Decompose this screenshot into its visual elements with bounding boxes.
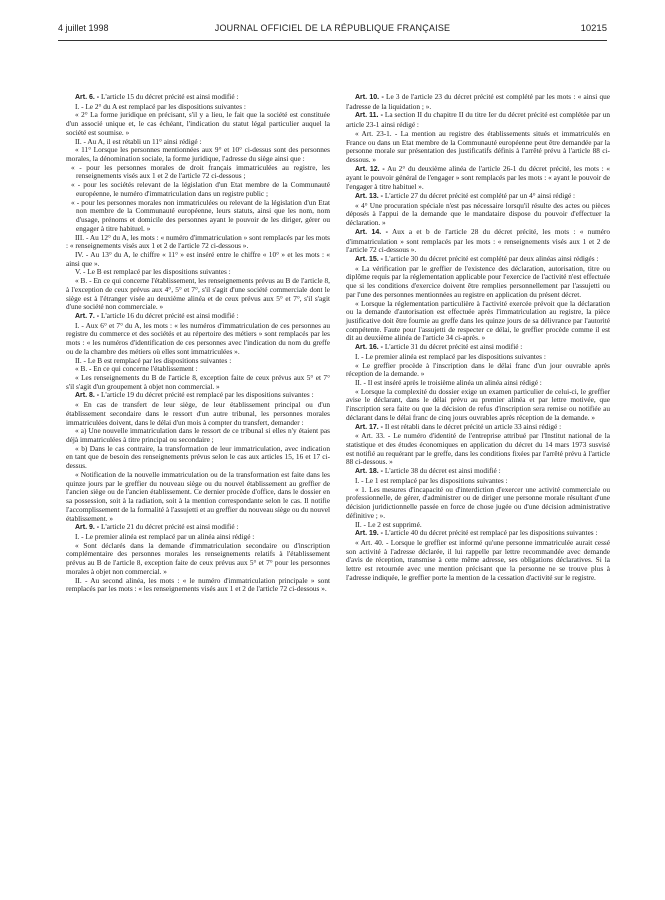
header-rule [58,40,607,41]
paragraph [346,111,610,129]
right-column [346,93,610,583]
paragraph-text: L'article 40 du décret précité est remplacé par les dispositions suivantes : [384,528,598,538]
paragraph-text: V. - Le B est remplacé par les dispositions suivantes : [75,267,231,277]
paragraph [346,362,610,379]
paragraph [66,277,330,312]
paragraph-text: « Les renseignements du B de l'article 8, exception faite de ceux prévus aux 5° et 7° s'il s'agit d'un groupement à objet non commercial. » [66,373,330,391]
paragraph [66,251,330,268]
paragraph [346,300,610,344]
paragraph [66,445,330,471]
paragraph [66,164,330,181]
paragraph [346,93,610,111]
paragraph-text: « Art. 23-1. - La mention au registre des établissements situés et immatriculés en France ou dans un Etat membre de la Communauté européenne peut être demandée par la personne morale sur présentation des justificatifs définis à l'arrêté prévu à l'article 88 ci-dessous. » [346,128,610,165]
issue-date: 4 juillet 1998 [58,23,109,33]
paragraph [346,265,610,300]
paragraph-text: « Le greffier procède à l'inscription dans le délai franc d'un jour ouvrable après réception de la demande. » [346,360,610,379]
paragraph [346,228,610,255]
article-label: Art. 15. - [355,255,384,263]
paragraph-text: « Notification de la nouvelle immatriculation ou de la transformation est faite dans les quinze jours par le greffier du nouveau siège ou du nouvel établissement au greffier de l'ancien siège ou de l'ancien établissement. Ce dernier procède d'office, dans le dossier en sa possession, soit à la radiation, soit à la mention correspondante selon le cas. Il notifie l'accomplissement de la formalité à l'assujetti et au greffier du nouveau siège ou du nouvel établissement. » [66,469,330,523]
paragraph [66,181,330,198]
paragraph-text: II. - Le B est remplacé par les dispositions suivantes : [75,355,232,365]
paragraph-text: L'article 31 du décret précité est ainsi modifié : [384,342,523,352]
paragraph-text: « En cas de transfert de leur siège, de leur établissement principal ou d'un établissement secondaire dans le ressort d'un autre tribunal, les personnes morales immatriculées doivent, dans le délai d'un mois à compter du transfert, demander : [66,400,330,427]
paragraph-text: III. - Au 12° du A, les mots : « numéro d'immatriculation » sont remplacés par les mots : « renseignements visés aux 1 et 2 de l'article 72 ci-dessous ». [66,232,330,251]
paragraph-text: « B. - En ce qui concerne l'établissement, les renseignements prévus au B de l'article 8, à l'exception de ceux prévus aux 4°, 5° et 7°, s'il s'agit d'une société commerciale dont le siège est à l'étranger visée au deuxième alinéa et de ceux prévus aux 5° et 7°, s'il s'agit d'une société non commerciale. » [66,276,330,312]
paragraph-text: « B. - En ce qui concerne l'établissement : [75,364,198,374]
paragraph [346,432,610,467]
article-label: Art. 17. - [355,423,384,431]
paragraph-text: Il est rétabli dans le décret précité un article 33 ainsi rédigé : [384,421,562,431]
paragraph-text: « 2° La forme juridique en précisant, s'il y a lieu, le fait que la société est constituée d'un associé unique et, le cas échéant, l'indication du statut légal particulier auquel la société est soumise. » [66,110,330,137]
paragraph-text: « b) Dans le cas contraire, la transformation de leur immatriculation, avec indication en tant que de besoin des renseignements prévus selon le cas aux articles 15, 16 et 17 ci-dessus. [66,443,330,471]
paragraph-text: Aux a et b de l'article 28 du décret précité, les mots : « numéro d'immatriculation » sont remplacés par les mots : « renseignements visés aux 1 et 2 de l'article 72 ci-dessous ». [346,226,610,255]
paragraph-text: Le 3 de l'article 23 du décret précité est complété par les mots : « ainsi que l'adresse de la liquidation ; ». [346,92,610,111]
paragraph-text: L'article 21 du décret précité est ainsi modifié : [100,522,239,532]
paragraph-text: « Art. 40. - Lorsque le greffier est informé qu'une personne immatriculée aurait cessé son activité à l'adresse déclarée, il lui rappelle par lettre recommandée avec demande d'avis de réception, transmise à cette même adresse, ses obligations déclaratives. Si la lettre est retournée avec une mention précisant que la personne ne se trouve plus à l'adresse indiquée, le greffier porte la mention de la cessation d'activité sur le registre. [346,537,610,582]
left-column [66,93,330,594]
paragraph [346,388,610,423]
paragraph-text: « a) Une nouvelle immatriculation dans le ressort de ce tribunal si elles n'y étaient pas déjà immatriculées à titre principal ou secondaire ; [66,426,330,445]
article-label: Art. 6. - [75,94,100,101]
paragraph-text: L'article 16 du décret précité est ainsi modifié : [100,310,239,320]
paragraph [66,577,330,594]
paragraph-text: L'article 19 du décret précité est remplacé par les dispositions suivantes : [100,390,314,400]
paragraph-text: La section II du chapitre II du titre Ier du décret précité est complétée par un article 23-1 ainsi rédigé : [346,110,611,130]
paragraph [66,471,330,523]
page-header [58,19,607,39]
article-label: Art. 14. - [355,228,389,236]
paragraph-text: II. - Au A, il est rétabli un 11° ainsi rédigé : [75,136,202,146]
paragraph-text: « 1. Les mesures d'incapacité ou d'interdiction d'exercer une activité commerciale ou professionnelle, de gérer, d'administrer ou de diriger une personne morale résultant d'une décision juridictionnelle passée en force de chose jugée ou d'une décision administrative définitive ; ». [346,484,610,520]
paragraph [66,542,330,577]
article-label: Art. 19. - [355,530,384,538]
paragraph [66,401,330,427]
page-number: 10215 [580,23,607,34]
paragraph [66,322,330,357]
paragraph-text: I. - Le 2° du A est remplacé par les dispositions suivantes : [75,101,246,111]
paragraph [346,486,610,521]
paragraph-text: « Sont déclarés dans la demande d'immatriculation secondaire ou d'inscription complémentaire des personnes morales les renseignements relatifs à l'établissement prévus au B de l'article 8, exception faite de ceux prévus aux 5° et 7° pour les personnes morales à objet non commercial. » [66,540,330,576]
article-label: Art. 18. - [355,468,384,476]
paragraph-text: L'article 30 du décret précité est complété par deux alinéas ainsi rédigés : [384,253,599,263]
paragraph [66,427,330,444]
paragraph [346,539,610,583]
journal-title: JOURNAL OFFICIEL DE LA RÉPUBLIQUE FRANÇAISE [214,23,451,33]
paragraph [346,165,610,192]
paragraph-text: L'article 38 du décret est ainsi modifié : [384,466,501,476]
paragraph-text: II. - Il est inséré après le troisième alinéa un alinéa ainsi rédigé : [355,378,542,387]
article-label: Art. 16. - [355,344,384,352]
article-label: Art. 11. - [355,112,383,120]
paragraph-text: « Lorsque la complexité du dossier exige un examen particulier de celui-ci, le greffier avise le déclarant, dans le délai prévu au premier alinéa et par lettre motivée, que l'inscription sera faite ou que la décision de refus d'inscription sera remise ou notifiée au déclarant dans le délai franc de cinq jours ouvrables après réception de la demande. » [346,386,610,422]
paragraph-text: II. - Au second alinéa, les mots : « le numéro d'immatriculation principale » sont remplacés par les mots : « les renseignements visés aux 1 et 2 de l'article 72 ci-dessous ». [66,575,330,594]
paragraph-text: I. - Aux 6° et 7° du A, les mots : « les numéros d'immatriculation de ces personnes au registre du commerce et des sociétés et au répertoire des métiers » sont remplacés par les mots : « les numéros d'identification de ces personnes avec l'indication du nom du greffe ou de la chambre des métiers où elles sont immatriculées ». [66,320,330,356]
paragraph [346,130,610,165]
paragraph-text: « La vérification par le greffier de l'existence des déclaration, autorisation, titre ou diplôme requis par la réglementation applicable pour l'exercice de l'activité n'est effectuée que si les conditions d'exercice doivent être remplies personnellement par l'assujetti ou par l'une des personnes mentionnées au registre en application du présent décret. [346,263,610,299]
paragraph-text: I. - Le premier alinéa est remplacé par les dispositions suivantes : [355,351,546,361]
paragraph-text: « - pour les personnes morales de droit français immatriculées au registre, les renseignements visés aux 1 et 2 de l'article 72 ci-dessous ; [71,162,330,181]
article-label: Art. 9. - [75,524,100,532]
paragraph-text: « Lorsque la réglementation particulière à l'activité exercée prévoit que la déclaration ou la demande d'autorisation est effectuée après l'immatriculation au registre, la pièce justificative doit être fournie au greffe dans les quinze jours de sa délivrance par l'autorité compétente. Faute pour l'assujetti de respecter ce délai, le greffier procède comme il est dit au deuxième alinéa de l'article 34 ci-après. » [346,298,610,343]
paragraph [66,199,330,234]
article-label: Art. 7. - [75,312,100,320]
paragraph-text: « Art. 33. - Le numéro d'identité de l'entreprise attribué par l'Institut national de la statistique et des études économiques en application du décret du 14 mars 1973 susvisé est notifié au requérant par le greffe, dans les conditions fixées par l'arrêté prévu à l'article 88 ci-dessous. » [346,431,610,467]
article-label: Art. 12. - [355,165,385,173]
article-label: Art. 13. - [355,192,384,200]
paragraph-text: I. - Le 1 est remplacé par les dispositions suivantes : [355,475,508,485]
paragraph-text: I. - Le premier alinéa est remplacé par un alinéa ainsi rédigé : [75,531,255,541]
paragraph [66,111,330,137]
paragraph-text: L'article 15 du décret précité est ainsi modifié : [100,92,239,101]
paragraph [66,146,330,163]
paragraph-text: « - pour les personnes morales non immatriculées ou relevant de la législation d'un Etat non membre de la Communauté européenne, leurs statuts, ainsi que les nom, nom d'usage, prénoms et domicile des personnes ayant le pouvoir de les diriger, gérer ou engager à titre habituel. » [71,197,330,233]
paragraph [66,234,330,251]
paragraph-text: IV. - Au 13° du A, le chiffre « 11° » est inséré entre le chiffre « 10° » et les mots : « ainsi que ». [66,249,330,268]
paragraph-text: L'article 27 du décret précité est complété par un 4° ainsi rédigé : [384,190,576,200]
paragraph-text: II. - Le 2 est supprimé. [355,519,422,529]
paragraph-text: Au 2° du deuxième alinéa de l'article 26-1 du décret précité, les mots : « ayant le pouvoir général de l'engager » sont remplacés par les mots : « ayant le pouvoir de l'engager à titre habituel ». [346,163,611,192]
paragraph-text: « - pour les sociétés relevant de la législation d'un Etat membre de la Communauté européenne, le numéro d'immatriculation dans un registre public ; [71,180,330,198]
article-label: Art. 10. - [355,94,384,101]
paragraph-text: « 4° Une procuration spéciale n'est pas nécessaire lorsqu'il résulte des actes ou pièces déposés à l'appui de la demande que le mandataire dispose du pouvoir d'effectuer la déclaration. » [346,200,610,228]
paragraph-text: « 11° Lorsque les personnes mentionnées aux 9° et 10° ci-dessus sont des personnes morales, la dénomination sociale, la forme juridique, l'adresse du siège ainsi que : [66,145,330,164]
article-label: Art. 8. - [75,392,100,400]
paragraph [66,374,330,391]
paragraph [346,202,610,228]
